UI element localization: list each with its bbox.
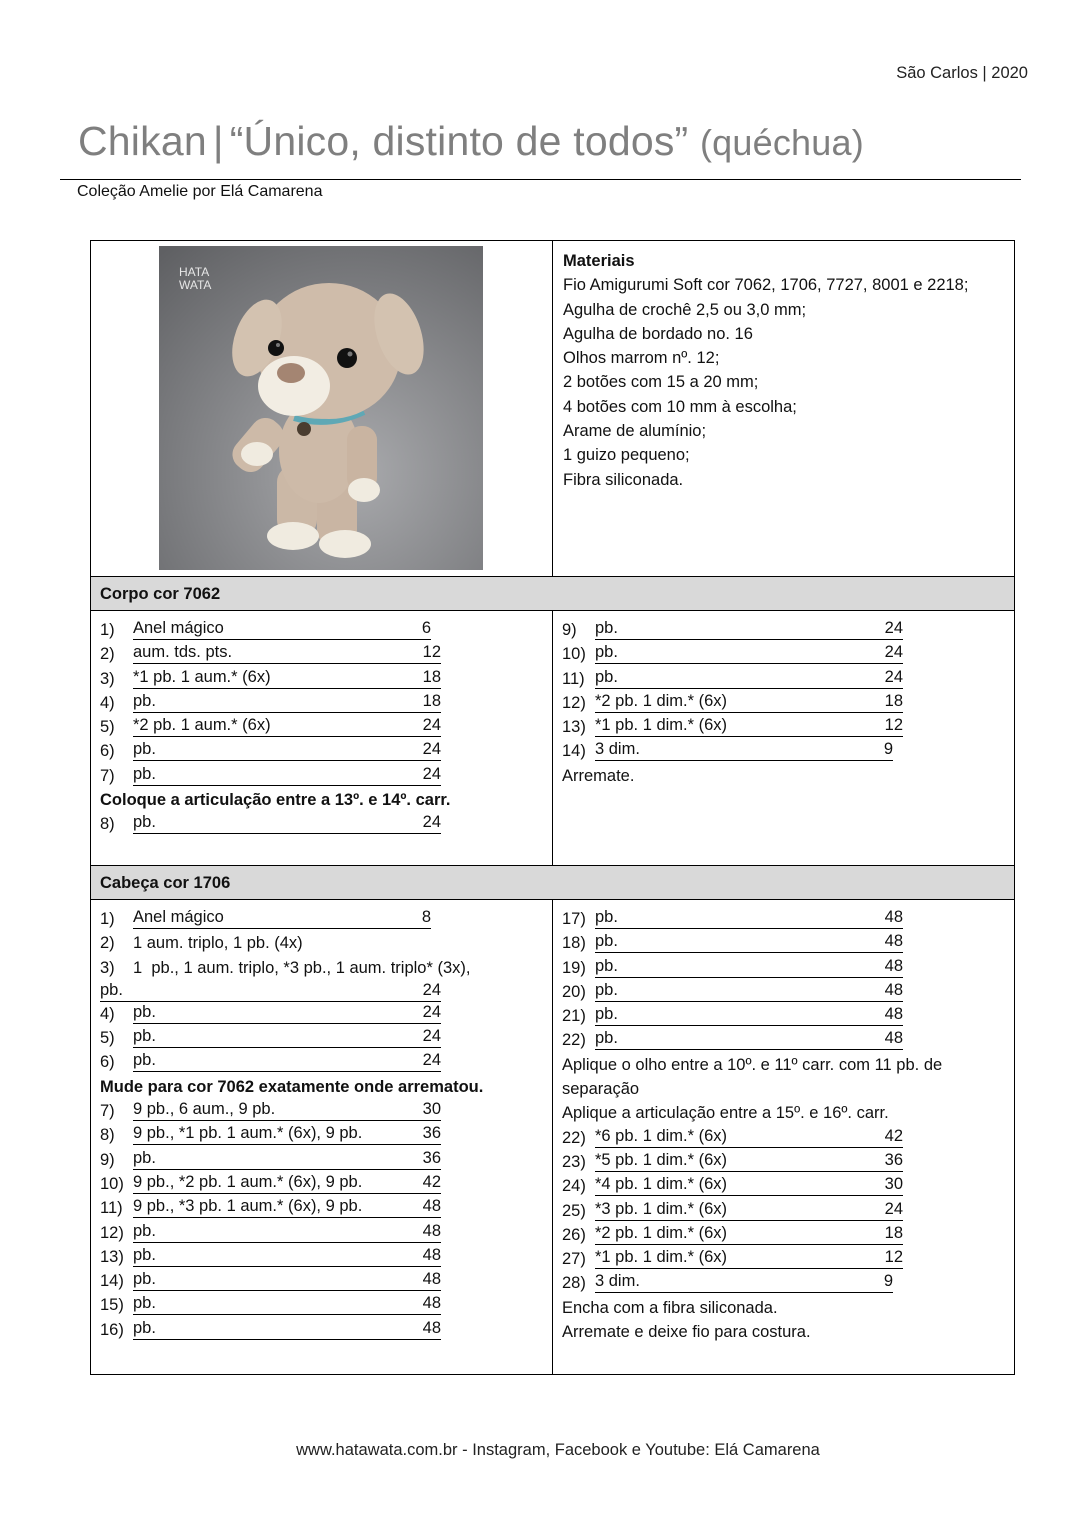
stitch-count: 24 <box>422 1027 441 1046</box>
round-instruction: 1 pb., 1 aum. triplo, *3 pb., 1 aum. triplo* (3x), <box>133 958 471 977</box>
stitch-count: 24 <box>422 764 441 783</box>
round-instruction: pb. 24 <box>133 739 441 761</box>
materials-cell <box>553 241 1014 576</box>
round-row <box>100 1318 543 1342</box>
product-photo <box>159 246 483 570</box>
watermark-wata: WATA <box>179 278 212 292</box>
round-row <box>100 691 543 715</box>
title-name: Chikan <box>78 118 207 164</box>
round-number: 27) <box>562 1250 586 1269</box>
stitch-count: 9 <box>883 1272 893 1291</box>
stitch-count: 24 <box>422 980 441 999</box>
round-number: 2) <box>100 645 115 664</box>
round-number: 25) <box>562 1201 586 1220</box>
round-number: 24) <box>562 1177 586 1196</box>
round-number: 5) <box>100 718 115 737</box>
round-row <box>100 1293 543 1317</box>
round-instruction: pb. 24 <box>595 618 903 640</box>
stitch-count: 48 <box>422 1245 441 1264</box>
round-instruction: pb. 36 <box>133 1148 441 1170</box>
round-row <box>562 1199 1005 1223</box>
round-instruction: pb. 48 <box>133 1318 441 1340</box>
stitch-count: 24 <box>884 667 903 686</box>
round-row <box>100 956 543 980</box>
round-row <box>562 642 1005 666</box>
materials-item: Olhos marrom nº. 12; <box>563 349 720 368</box>
stitch-count: 18 <box>884 691 903 710</box>
stitch-count: 12 <box>422 643 441 662</box>
stitch-count: 6 <box>421 619 431 637</box>
round-instruction: *1 pb. 1 dim.* (6x) 12 <box>595 715 903 737</box>
round-instruction: *1 pb. 1 dim.* (6x) 12 <box>595 1247 903 1269</box>
pattern-table <box>90 240 1015 1375</box>
materials-title: Materiais <box>563 252 635 270</box>
stitch-count: 36 <box>422 1124 441 1143</box>
round-instruction: *5 pb. 1 dim.* (6x) 36 <box>595 1150 903 1172</box>
round-number: 9) <box>562 621 577 639</box>
round-instruction: pb. 48 <box>595 980 903 1002</box>
round-row <box>100 1026 543 1050</box>
round-instruction: pb. 48 <box>595 907 903 929</box>
round-number: 19) <box>562 958 586 977</box>
stitch-count: 48 <box>422 1221 441 1240</box>
round-row <box>100 1148 543 1172</box>
round-instruction: *1 pb. 1 aum.* (6x) 18 <box>133 667 441 689</box>
stitch-count: 48 <box>884 1005 903 1024</box>
cabeca-row <box>91 900 1014 1374</box>
round-row <box>562 1247 1005 1271</box>
round-number: 17) <box>562 910 586 928</box>
round-instruction: *3 pb. 1 dim.* (6x) 24 <box>595 1199 903 1221</box>
round-number: 4) <box>100 1004 115 1023</box>
round-number: 15) <box>100 1296 124 1315</box>
round-row <box>100 1002 543 1026</box>
stitch-count: 30 <box>884 1175 903 1194</box>
materials-item: Arame de alumínio; <box>563 422 707 441</box>
round-instruction: pb. 48 <box>595 931 903 953</box>
round-row <box>562 1223 1005 1247</box>
round-number: 18) <box>562 934 586 953</box>
corpo-end-note: Arremate. <box>562 766 635 785</box>
stitch-count: 24 <box>422 1051 441 1070</box>
round-number: 12) <box>562 693 586 712</box>
stitch-count: 42 <box>422 1172 441 1191</box>
round-number: 1) <box>100 621 115 639</box>
title-divider <box>60 179 1021 180</box>
corpo-right <box>553 611 1014 865</box>
round-instruction: pb. 24 <box>595 642 903 664</box>
stitch-count: 18 <box>422 667 441 686</box>
stitch-count: 48 <box>422 1318 441 1337</box>
round-number: 14) <box>562 742 586 761</box>
round-row <box>562 980 1005 1004</box>
round-instruction: aum. tds. pts. 12 <box>133 642 441 664</box>
finish-note: Arremate e deixe fio para costura. <box>562 1323 811 1342</box>
round-number: 22) <box>562 1031 586 1050</box>
stitch-count: 24 <box>884 1199 903 1218</box>
stitch-count: 36 <box>422 1148 441 1167</box>
stitch-count: 48 <box>884 980 903 999</box>
round-instruction: pb. 48 <box>133 1293 441 1315</box>
round-instruction: *2 pb. 1 dim.* (6x) 18 <box>595 691 903 713</box>
materials-item: Fibra siliconada. <box>563 470 684 489</box>
round-number: 12) <box>100 1223 124 1242</box>
round-number: 20) <box>562 982 586 1001</box>
round-number: 6) <box>100 1053 115 1072</box>
round-instruction: pb. 24 <box>133 1050 441 1072</box>
stitch-count: 36 <box>884 1150 903 1169</box>
round-instruction: pb. 24 <box>133 1026 441 1048</box>
stitch-count: 8 <box>421 908 431 926</box>
watermark-hata: HATA <box>179 265 210 279</box>
round-row <box>562 667 1005 691</box>
round-instruction: pb. 48 <box>133 1269 441 1291</box>
title-separator: | <box>212 118 224 164</box>
location-date: São Carlos | 2020 <box>896 64 1028 82</box>
stitch-count: 48 <box>884 956 903 975</box>
round-instruction: 9 pb., *3 pb. 1 aum.* (6x), 9 pb. 48 <box>133 1196 441 1218</box>
round-number: 10) <box>100 1174 124 1193</box>
round-row <box>562 931 1005 955</box>
round-number: 23) <box>562 1152 586 1171</box>
stitch-count: 18 <box>884 1223 903 1242</box>
round-instruction: 9 pb., *1 pb. 1 aum.* (6x), 9 pb. 36 <box>133 1123 441 1145</box>
round-row <box>100 1196 543 1220</box>
round-row <box>562 715 1005 739</box>
round-row <box>100 739 543 763</box>
round-row <box>100 812 543 836</box>
round-number: 6) <box>100 742 115 761</box>
round-number: 28) <box>562 1274 586 1293</box>
footer-contact: www.hatawata.com.br - Instagram, Facebook e Youtube: Elá Camarena <box>296 1441 820 1459</box>
stitch-count: 30 <box>422 1100 441 1119</box>
corpo-left <box>91 611 553 865</box>
materials-item: Agulha de crochê 2,5 ou 3,0 mm; <box>563 300 807 319</box>
subtitle: Coleção Amelie por Elá Camarena <box>77 183 323 200</box>
stitch-count: 24 <box>422 1002 441 1021</box>
photo-cell <box>91 241 553 576</box>
round-row <box>100 931 543 955</box>
title-note: (quéchua) <box>699 122 864 163</box>
round-instruction: pb. 24 <box>133 764 441 786</box>
round-instruction: pb. 48 <box>595 1028 903 1050</box>
stitch-count: 48 <box>422 1294 441 1313</box>
corpo-joint-note: Coloque a articulação entre a 13º. e 14º. carr. <box>100 791 451 810</box>
materials-item: Agulha de bordado no. 16 <box>563 324 753 343</box>
round-number: 16) <box>100 1320 124 1339</box>
amigurumi-dog-image <box>159 246 483 570</box>
round-instruction: *6 pb. 1 dim.* (6x) 42 <box>595 1126 903 1148</box>
stitch-count: 48 <box>884 932 903 951</box>
round-row <box>562 956 1005 980</box>
round-number: 10) <box>562 645 586 664</box>
round-number: 3) <box>100 669 115 688</box>
stitch-count: 9 <box>883 740 893 759</box>
round-instruction: pb. 48 <box>133 1245 441 1267</box>
round-instruction: pb. 48 <box>595 956 903 978</box>
stitch-count: 48 <box>884 908 903 926</box>
stitch-count: 42 <box>884 1126 903 1145</box>
materials-item: 4 botões com 10 mm à escolha; <box>563 397 797 416</box>
round-row <box>100 1221 543 1245</box>
round-instruction: 1 aum. triplo, 1 pb. (4x) <box>133 934 303 953</box>
round-row <box>100 907 543 931</box>
round-instruction: pb. 48 <box>595 1004 903 1026</box>
round-number: 7) <box>100 1102 115 1121</box>
round-instruction: pb. 24 <box>595 667 903 689</box>
round-row <box>562 1126 1005 1150</box>
stitch-count: 48 <box>422 1197 441 1216</box>
section-heading-corpo: Corpo cor 7062 <box>91 576 1014 611</box>
round-row <box>100 1172 543 1196</box>
round-instruction: 9 pb., 6 aum., 9 pb. 30 <box>133 1099 441 1121</box>
round-instruction: pb. 24 <box>133 812 441 834</box>
round-instruction: Anel mágico 6 <box>133 618 431 640</box>
stitch-count: 18 <box>422 691 441 710</box>
round-instruction: pb. 24 <box>133 1002 441 1024</box>
stitch-count: 24 <box>422 716 441 735</box>
round-number: 14) <box>100 1272 124 1291</box>
stitch-count: 24 <box>422 740 441 759</box>
round-instruction: 3 dim. 9 <box>595 739 893 761</box>
stitch-count: 24 <box>422 813 441 832</box>
round-number: 8) <box>100 1126 115 1145</box>
round-row <box>562 1271 1005 1295</box>
round-number: 5) <box>100 1029 115 1048</box>
round-row <box>100 1245 543 1269</box>
round-row-continued <box>100 980 543 1002</box>
round-number: 4) <box>100 693 115 712</box>
round-row <box>562 618 1005 642</box>
round-number: 21) <box>562 1007 586 1026</box>
corpo-row <box>91 611 1014 865</box>
materials-item: Fio Amigurumi Soft cor 7062, 1706, 7727, 8001 e 2218; <box>563 276 969 295</box>
round-number: 3) <box>100 958 115 977</box>
round-instruction: pb. 24 <box>100 980 441 1002</box>
header-row <box>91 241 1014 576</box>
stitch-count: 48 <box>422 1270 441 1289</box>
round-row <box>562 691 1005 715</box>
materials-item: 1 guizo pequeno; <box>563 446 690 465</box>
stitch-count: 24 <box>884 619 903 637</box>
round-row <box>100 1050 543 1074</box>
round-number: 2) <box>100 934 115 953</box>
round-instruction: *2 pb. 1 dim.* (6x) 18 <box>595 1223 903 1245</box>
title-quote: “Único, distinto de todos” <box>229 118 689 164</box>
stitch-count: 12 <box>884 716 903 735</box>
round-number: 8) <box>100 815 115 834</box>
stitch-count: 48 <box>884 1029 903 1048</box>
round-row <box>562 739 1005 763</box>
round-row <box>562 1174 1005 1198</box>
round-number: 7) <box>100 766 115 785</box>
page-title <box>78 118 864 165</box>
stitch-count: 24 <box>884 643 903 662</box>
round-row <box>100 667 543 691</box>
round-number: 13) <box>100 1247 124 1266</box>
round-row <box>562 907 1005 931</box>
round-row <box>100 715 543 739</box>
section-heading-cabeca: Cabeça cor 1706 <box>91 865 1014 900</box>
round-instruction: 3 dim. 9 <box>595 1271 893 1293</box>
round-row <box>562 1150 1005 1174</box>
joint-placement-note: Aplique a articulação entre a 15º. e 16º. carr. <box>562 1104 889 1123</box>
round-instruction: *2 pb. 1 aum.* (6x) 24 <box>133 715 441 737</box>
round-number: 11) <box>562 669 585 688</box>
round-row <box>562 1028 1005 1052</box>
eye-placement-note: Aplique o olho entre a 10º. e 11º carr. com 11 pb. de separação <box>562 1055 943 1099</box>
round-number: 9) <box>100 1150 115 1169</box>
stitch-count: 12 <box>884 1248 903 1267</box>
materials-item: 2 botões com 15 a 20 mm; <box>563 373 759 392</box>
stuffing-note: Encha com a fibra siliconada. <box>562 1298 778 1317</box>
round-number: 1) <box>100 910 115 928</box>
round-row <box>100 1099 543 1123</box>
round-number: 11) <box>100 1199 123 1218</box>
round-instruction: pb. 18 <box>133 691 441 713</box>
round-number: 26) <box>562 1225 586 1244</box>
round-instruction: Anel mágico 8 <box>133 907 431 929</box>
round-instruction: 9 pb., *2 pb. 1 aum.* (6x), 9 pb. 42 <box>133 1172 441 1194</box>
round-instruction: *4 pb. 1 dim.* (6x) 30 <box>595 1174 903 1196</box>
cabeca-left <box>91 900 553 1374</box>
round-row <box>100 1123 543 1147</box>
round-row <box>562 1004 1005 1028</box>
round-instruction: pb. 48 <box>133 1221 441 1243</box>
round-row <box>100 618 543 642</box>
round-number: 22) <box>562 1128 586 1147</box>
round-number: 13) <box>562 718 586 737</box>
color-change-note: Mude para cor 7062 exatamente onde arrematou. <box>100 1077 484 1096</box>
round-row <box>100 642 543 666</box>
round-row <box>100 764 543 788</box>
cabeca-right <box>553 900 1014 1374</box>
round-row <box>100 1269 543 1293</box>
